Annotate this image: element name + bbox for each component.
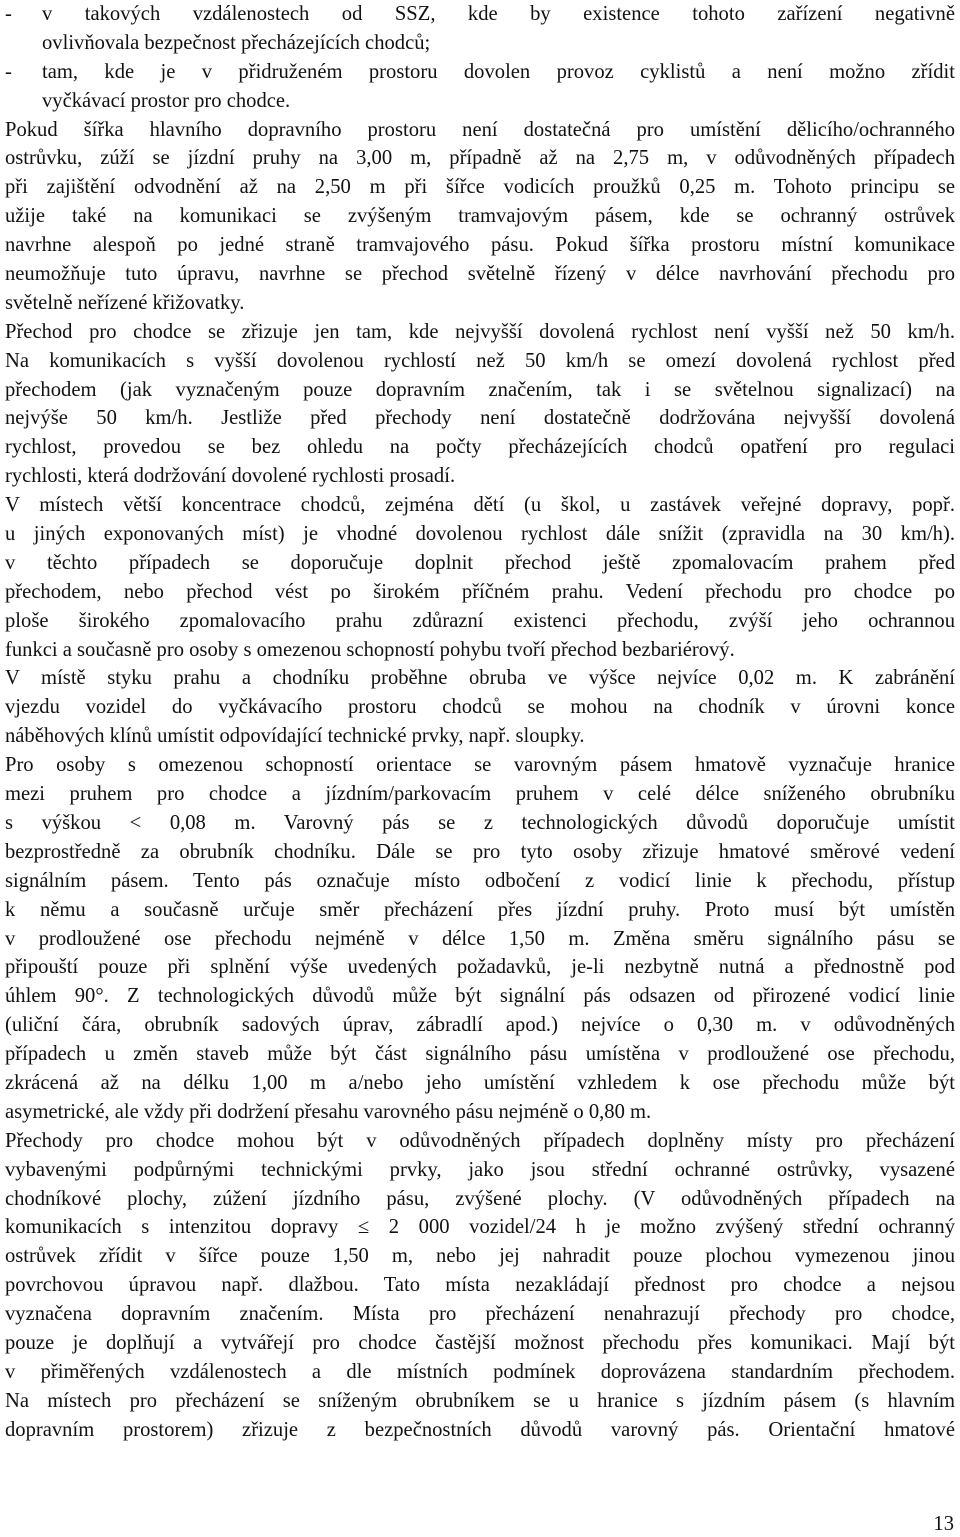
list-item-text: tam, kde je v přidruženém prostoru dovolen provoz cyklistů a není možno zřídit bbox=[42, 60, 955, 83]
paragraph-threshold-kerb bbox=[5, 664, 955, 751]
paragraph-line: ostrůvku, zúží se jízdní pruhy na 3,00 m, případně až na 2,75 m, v odůvodněných případech bbox=[5, 147, 955, 170]
paragraph-line: dopravním prostorem) zřizuje z bezpečnostních důvodů varovný pás. Orientační hmatové bbox=[5, 1418, 955, 1441]
paragraph-line: mezi pruhem pro chodce a jízdním/parkovacím pruhem v celé délce sníženého obrubníku bbox=[5, 783, 955, 806]
list-item-line bbox=[5, 0, 955, 29]
list-item-text: ovlivňovala bezpečnost přecházejících chodců; bbox=[42, 31, 431, 54]
bullet-list bbox=[5, 0, 955, 116]
paragraph-line: světelně neřízené křižovatky. bbox=[5, 291, 245, 314]
paragraph-line: v těchto případech se doporučuje doplnit přechod ještě zpomalovacím prahem před bbox=[5, 551, 955, 574]
page-number: 13 bbox=[933, 1513, 954, 1535]
list-dash: - bbox=[5, 60, 12, 83]
paragraph-line: v přiměřených vzdálenostech a dle místních podmínek doprovázena standardním přechodem. bbox=[5, 1360, 955, 1383]
paragraph-line: povrchovou úpravou např. dlažbou. Tato místa nezakládají přednost pro chodce a nejsou bbox=[5, 1274, 955, 1297]
paragraph-line: ploše širokého zpomalovacího prahu zdůrazní existenci přechodu, zvýší jeho ochrannou bbox=[5, 609, 955, 632]
paragraph-line: přechodem (jak vyznačeným pouze dopravním značením, tak i se světelnou signalizací) na bbox=[5, 378, 955, 401]
paragraph-line: neumožňuje tuto úpravu, navrhne se přechod světelně řízený v délce navrhování přechodu pro bbox=[5, 263, 955, 286]
paragraph-line: rychlost, provedou se bez ohledu na počty přecházejících chodců opatření pro regulaci bbox=[5, 436, 955, 459]
list-dash: - bbox=[5, 3, 12, 25]
list-item-text: vyčkávací prostor pro chodce. bbox=[42, 89, 291, 112]
paragraph-line: V místě styku prahu a chodníku proběhne obruba ve výšce nejvíce 0,02 m. K zabránění bbox=[5, 667, 955, 690]
paragraph-line: komunikacích s intenzitou dopravy ≤ 2 000 vozidel/24 h je možno zvýšený střední ochranný bbox=[5, 1216, 955, 1239]
paragraph-line: ostrůvek zřídit v šířce pouze 1,50 m, nebo jej nahradit pouze plochou vymezenou jinou bbox=[5, 1245, 955, 1268]
list-item bbox=[5, 0, 955, 58]
paragraph-lane-narrowing bbox=[5, 116, 955, 318]
list-item-line bbox=[5, 58, 955, 87]
paragraph-line: navrhne alespoň po jedné straně tramvajového pásu. Pokud šířka prostoru místní komunikace bbox=[5, 234, 955, 257]
paragraph-line: zkrácená až na délku 1,00 m a/nebo jeho umístění vzhledem k ose přechodu může být bbox=[5, 1071, 955, 1094]
paragraph-line: případech u změn staveb může být část signálního pásu umístěna v prodloužené ose přechodu, bbox=[5, 1043, 955, 1066]
paragraph-line: vyznačena dopravním značením. Místa pro přecházení nenahrazují přechody pro chodce, bbox=[5, 1303, 955, 1326]
paragraph-line: Na komunikacích s vyšší dovolenou rychlostí než 50 km/h se omezí dovolená rychlost před bbox=[5, 349, 955, 372]
paragraph-line: vybavenými podpůrnými technickými prvky, jako jsou střední ochranné ostrůvky, vysazené bbox=[5, 1158, 955, 1181]
paragraph-speed-limit bbox=[5, 318, 955, 491]
list-item-text: v takových vzdálenostech od SSZ, kde by existence tohoto zařízení negativně bbox=[42, 3, 955, 25]
paragraph-line: asymetrické, ale vždy při dodržení přesahu varovného pásu nejméně o 0,80 m. bbox=[5, 1100, 652, 1123]
paragraph-line: při zajištění odvodnění až na 2,50 m při šířce vodicích proužků 0,25 m. Tohoto principu se bbox=[5, 176, 955, 199]
paragraph-line: Na místech pro přecházení se sníženým obrubníkem se u hranice s jízdním pásem (s hlavním bbox=[5, 1389, 955, 1412]
paragraph-crossing-places bbox=[5, 1127, 955, 1445]
document-page bbox=[5, 0, 955, 1445]
paragraph-line: Přechody pro chodce mohou být v odůvodněných případech doplněny místy pro přecházení bbox=[5, 1129, 955, 1152]
paragraph-pedestrian-concentration bbox=[5, 491, 955, 664]
paragraph-line: náběhových klínů umístit odpovídající technické prvky, např. sloupky. bbox=[5, 725, 585, 748]
paragraph-line: signálním pásem. Tento pás označuje místo odbočení z vodicí linie k přechodu, přístup bbox=[5, 869, 955, 892]
paragraph-line: V místech větší koncentrace chodců, zejména dětí (u škol, u zastávek veřejné dopravy, popř. bbox=[5, 494, 955, 517]
paragraph-line: bezprostředně za obrubník chodníku. Dále se pro tyto osoby zřizuje hmatové směrové vedení bbox=[5, 840, 955, 863]
paragraph-line: Pro osoby s omezenou schopností orientace se varovným pásem hmatově vyznačuje hranice bbox=[5, 754, 955, 777]
paragraph-line: funkci a současně pro osoby s omezenou schopností pohybu tvoří přechod bezbariérový. bbox=[5, 638, 735, 661]
paragraph-line: rychlosti, která dodržování dovolené rychlosti prosadí. bbox=[5, 465, 456, 488]
paragraph-line: Přechod pro chodce se zřizuje jen tam, kde nejvyšší dovolená rychlost není vyšší než 50 km/h. bbox=[5, 320, 955, 343]
paragraph-line: připouští pouze při splnění výše uvedených požadavků, je-li nezbytně nutná a přednostně pod bbox=[5, 956, 955, 979]
paragraph-line: v prodloužené ose přechodu nejméně v délce 1,50 m. Změna směru signálního pásu se bbox=[5, 927, 955, 950]
paragraph-line: Pokud šířka hlavního dopravního prostoru není dostatečná pro umístění dělicího/ochranného bbox=[5, 118, 955, 141]
paragraph-line: (uliční čára, obrubník sadových úprav, zábradlí apod.) nejvíce o 0,30 m. v odůvodněných bbox=[5, 1014, 955, 1037]
paragraph-line: užije také na komunikaci se zvýšeným tramvajovým pásem, kde se ochranný ostrůvek bbox=[5, 205, 955, 228]
paragraph-line: chodníkové plochy, zúžení jízdního pásu, zvýšené plochy. (V odůvodněných případech na bbox=[5, 1187, 955, 1210]
paragraph-line: k němu a současně určuje směr přecházení přes jízdní pruhy. Proto musí být umístěn bbox=[5, 898, 955, 921]
paragraph-line: přechodem, nebo přechod vést po širokém příčném prahu. Vedení přechodu pro chodce po bbox=[5, 580, 955, 603]
paragraph-line: vjezdu vozidel do vyčkávacího prostoru chodců se mohou na chodník v úrovni konce bbox=[5, 696, 955, 719]
paragraph-line: úhlem 90°. Z technologických důvodů může být signální pás odsazen od přirozené vodicí linie bbox=[5, 985, 955, 1008]
paragraph-line: pouze je doplňují a vytvářejí pro chodce častější možnost přechodu přes komunikaci. Mají být bbox=[5, 1331, 955, 1354]
list-item bbox=[5, 58, 955, 116]
paragraph-tactile-warning bbox=[5, 751, 955, 1127]
paragraph-line: u jiných exponovaných míst) je vhodné dovolenou rychlost dále snížit (zpravidla na 30 km/h). bbox=[5, 523, 955, 546]
paragraph-line: nejvýše 50 km/h. Jestliže před přechody není dostatečně dodržována nejvyšší dovolená bbox=[5, 407, 955, 430]
paragraph-line: s výškou < 0,08 m. Varovný pás se z technologických důvodů doporučuje umístit bbox=[5, 811, 955, 834]
